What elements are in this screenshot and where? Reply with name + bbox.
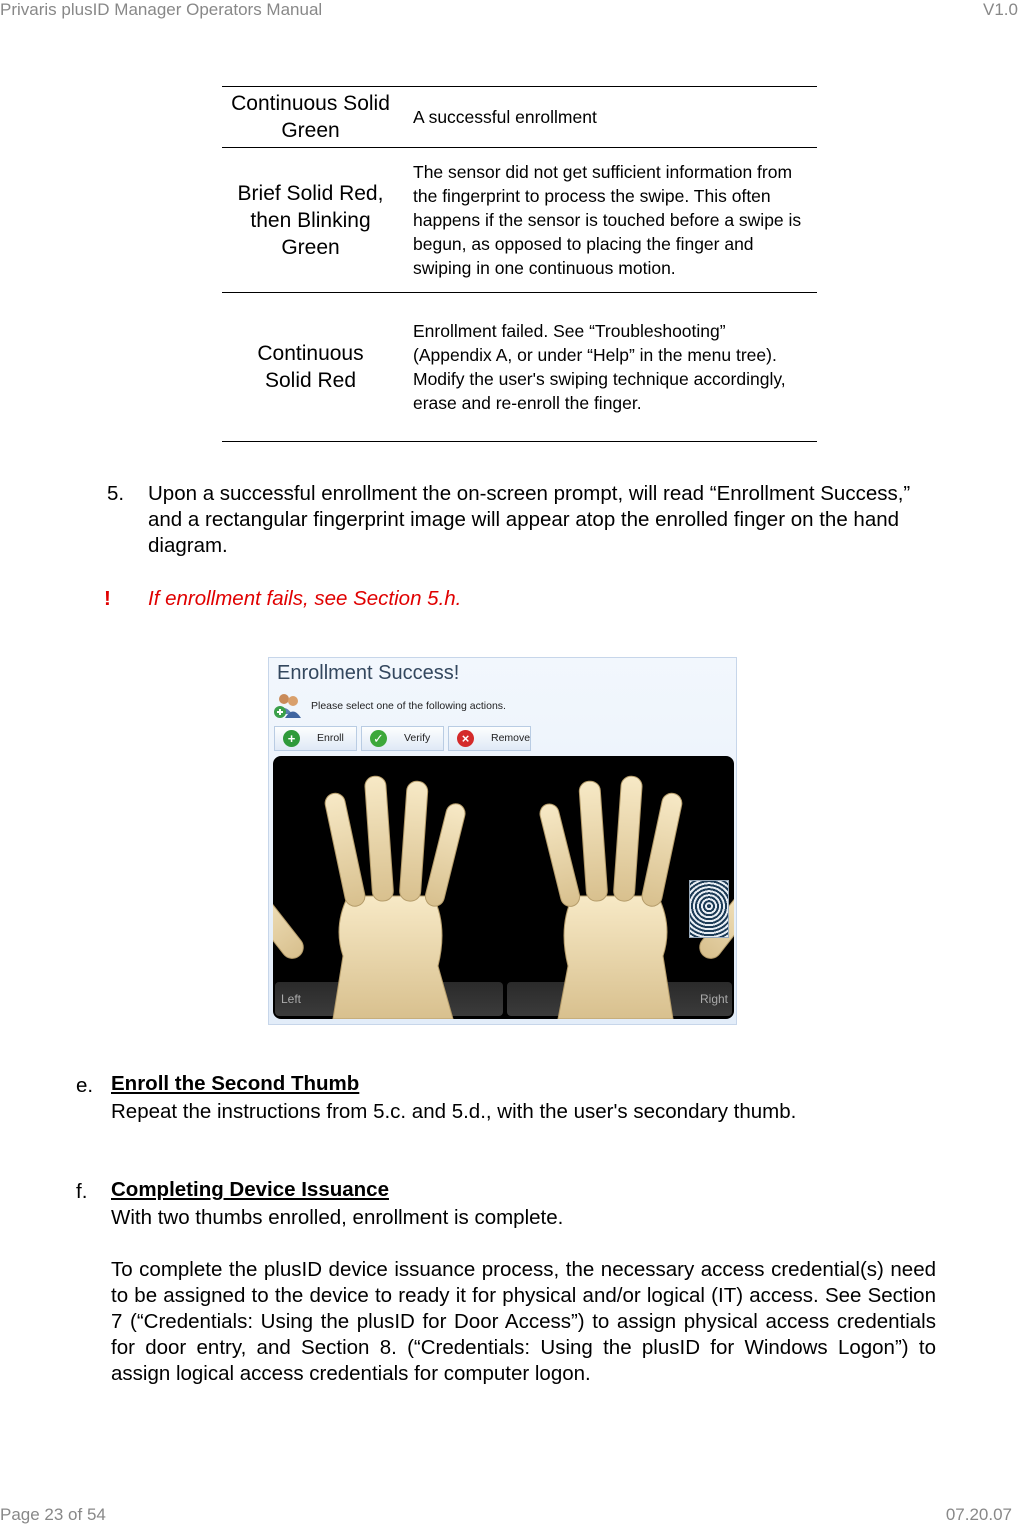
enrolled-fingerprint-image[interactable] [689,880,729,938]
step-number: 5. [107,482,125,505]
led-meaning: Enrollment failed. See “Troubleshooting” (Appendix A, or under “Help” in the menu tree). Modify the user's swiping technique accordingly, erase and re-enroll the finger. [399,293,817,442]
led-meaning: The sensor did not get sufficient information from the fingerprint to process the swipe. This often happens if the sensor is touched before a swipe is begun, as opposed to placing the finger and swiping in one continuous motion. [399,148,817,293]
checkmark-icon: ✓ [370,730,387,747]
led-state: Brief Solid Red, then Blinking Green [222,148,399,293]
remove-x-icon: × [457,730,474,747]
section-heading: Completing Device Issuance [111,1178,389,1201]
header-version: V1.0 [983,0,1018,19]
warning-icon: ! [104,587,111,610]
screen-prompt: Please select one of the following actions. [311,700,506,712]
led-meaning: A successful enrollment [399,87,817,148]
header-title: Privaris plusID Manager Operators Manual [0,0,323,19]
section-letter: f. [76,1180,88,1203]
right-hand-label: Right [699,992,728,1006]
table-row [222,87,817,148]
hands-illustration [273,756,734,1019]
warning-text: If enrollment fails, see Section 5.h. [148,587,462,610]
led-state: Continuous Solid Red [222,293,399,442]
footer-date: 07.20.07 [945,1505,1012,1524]
verify-button-label: Verify [404,732,431,744]
table-row [222,293,817,442]
verify-button[interactable] [361,726,444,751]
section-text: With two thumbs enrolled, enrollment is complete. [111,1206,564,1229]
step-text: Upon a successful enrollment the on-screen prompt, will read “Enrollment Success,” and a rectangular fingerprint image will appear atop the enrolled finger on the hand diagram. [148,482,911,557]
led-state: Continuous Solid Green [222,87,399,148]
remove-button[interactable] [448,726,531,751]
left-hand[interactable] [273,776,467,1019]
section-paragraph: To complete the plusID device issuance process, the necessary access credential(s) need to be assigned to the device to ready it for physical and/or logical (IT) access. See Section 7 (“Credentials: Using the plusID for Door Access”) to assign physical access credentials for door entry, and Section 8. (“Credentials: Using the plusID for Windows Logon”) to assign logical access credentials for computer logon. [111,1258,936,1385]
section-heading: Enroll the Second Thumb [111,1072,360,1095]
table-row [222,148,817,293]
footer-page-number: Page 23 of 54 [0,1505,106,1524]
enrollment-success-screenshot [268,657,737,1025]
users-icon [273,690,303,720]
enroll-button-label: Enroll [317,732,344,744]
led-status-table [222,86,817,442]
screen-title: Enrollment Success! [277,662,460,684]
plus-icon: + [283,730,300,747]
section-text: Repeat the instructions from 5.c. and 5.d., with the user's secondary thumb. [111,1100,797,1123]
remove-button-label: Remove [491,732,531,744]
left-hand-label: Left [281,992,302,1006]
hand-diagram-panel [273,756,734,1019]
section-letter: e. [76,1074,94,1097]
enroll-button[interactable] [274,726,357,751]
